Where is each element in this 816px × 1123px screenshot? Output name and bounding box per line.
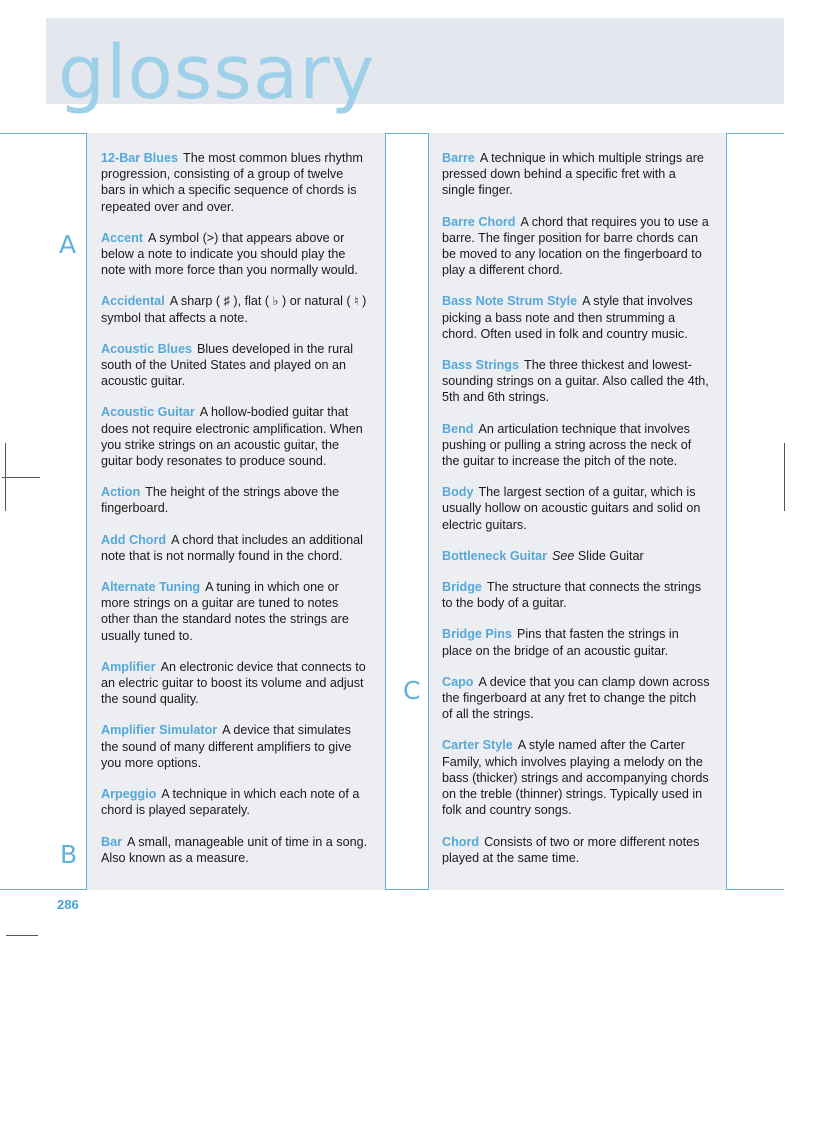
glossary-definition: A device that simulates the sound of many different amplifiers to give you more options. xyxy=(101,723,352,770)
glossary-term: Accent xyxy=(101,230,143,245)
section-letter-a: A xyxy=(59,230,77,259)
glossary-definition: A chord that includes an additional note that is not normally found in the chord. xyxy=(101,532,363,563)
section-letter-b: B xyxy=(60,840,78,869)
glossary-definition: A style that involves picking a bass note and then strumming a chord. Often used in folk and country music. xyxy=(442,294,693,341)
glossary-entry xyxy=(101,150,369,215)
glossary-definition: A technique in which multiple strings are pressed down behind a specific fret with a single finger. xyxy=(442,151,704,198)
glossary-definition: A device that you can clamp down across the fingerboard at any fret to change the pitch of all the strings. xyxy=(442,674,710,722)
glossary-definition: An electronic device that connects to an electric guitar to boost its volume and adjust the sound quality. xyxy=(101,659,366,707)
glossary-term: Bass Note Strum Style xyxy=(442,294,578,309)
see-reference-label: See xyxy=(551,548,575,563)
glossary-entry xyxy=(442,150,710,199)
glossary-definition: Consists of two or more different notes played at the same time. xyxy=(442,834,700,865)
glossary-entry xyxy=(442,214,710,279)
glossary-entry xyxy=(101,230,369,279)
glossary-column-right xyxy=(442,150,710,881)
glossary-definition: A technique in which each note of a chord is played separately. xyxy=(101,787,360,818)
section-letter-c: C xyxy=(403,676,421,705)
crop-mark xyxy=(2,477,40,478)
glossary-term: Bridge xyxy=(442,580,482,595)
page-title: glossary xyxy=(58,30,376,116)
glossary-entry xyxy=(442,357,710,406)
glossary-definition: A symbol (>) that appears above or below a note to indicate you should play the note with more force than you normally would. xyxy=(101,230,358,278)
glossary-definition: The three thickest and lowest-sounding strings on a guitar. Also called the 4th, 5th and 6th strings. xyxy=(442,358,709,405)
glossary-definition: Pins that fasten the strings in place on the bridge of an acoustic guitar. xyxy=(442,627,679,658)
glossary-term: Amplifier xyxy=(101,659,156,674)
glossary-entry xyxy=(442,548,710,564)
glossary-term: Accidental xyxy=(101,294,165,309)
glossary-column-left xyxy=(101,150,369,881)
glossary-definition: The largest section of a guitar, which is usually hollow on acoustic guitars and solid on electric guitars. xyxy=(442,485,701,532)
glossary-term: Bridge Pins xyxy=(442,627,512,642)
glossary-definition: A chord that requires you to use a barre. The finger position for barre chords can be moved to any location on the fingerboard to play a different chord. xyxy=(442,214,709,278)
glossary-definition: Blues developed in the rural south of the United States and played on an acoustic guitar. xyxy=(101,341,354,389)
glossary-entry xyxy=(442,421,710,470)
glossary-term: 12-Bar Blues xyxy=(101,151,178,165)
glossary-term: Capo xyxy=(442,674,474,689)
glossary-entry xyxy=(442,293,710,342)
glossary-entry xyxy=(101,341,369,390)
glossary-term: Alternate Tuning xyxy=(101,580,201,595)
glossary-entry xyxy=(101,532,369,564)
glossary-entry xyxy=(442,626,710,658)
glossary-term: Arpeggio xyxy=(101,787,157,802)
glossary-term: Acoustic Blues xyxy=(101,341,192,356)
glossary-definition: A style named after the Carter Family, which involves playing a melody on the bass (thicker) strings and accompanying chords on the treble (thinner) strings. Typically used in folk and country songs. xyxy=(442,738,709,818)
glossary-entry xyxy=(442,834,710,866)
column-divider xyxy=(428,133,429,890)
crop-mark xyxy=(784,443,785,511)
glossary-term: Action xyxy=(101,485,141,500)
glossary-term: Bass Strings xyxy=(442,358,519,373)
glossary-entry xyxy=(101,579,369,644)
glossary-term: Carter Style xyxy=(442,738,513,753)
glossary-term: Bend xyxy=(442,421,474,436)
glossary-definition: An articulation technique that involves pushing or pulling a string across the neck of the guitar to increase the pitch of the note. xyxy=(442,421,692,469)
glossary-entry xyxy=(101,722,369,771)
glossary-term: Body xyxy=(442,485,474,500)
glossary-term: Add Chord xyxy=(101,532,167,547)
glossary-term: Chord xyxy=(442,834,480,849)
glossary-term: Bar xyxy=(101,834,122,849)
glossary-entry xyxy=(101,484,369,516)
column-divider xyxy=(726,133,727,890)
glossary-term: Bottleneck Guitar xyxy=(442,548,547,563)
crop-mark xyxy=(6,935,38,936)
glossary-term: Acoustic Guitar xyxy=(101,405,195,420)
glossary-term: Amplifier Simulator xyxy=(101,723,218,738)
glossary-entry xyxy=(442,737,710,818)
glossary-definition: The most common blues rhythm progression, consisting of a group of twelve bars in which a specific sequence of chords is repeated over and over. xyxy=(101,151,363,214)
glossary-definition: Slide Guitar xyxy=(577,548,644,563)
column-divider xyxy=(385,133,386,890)
glossary-entry xyxy=(101,659,369,708)
glossary-entry xyxy=(442,484,710,533)
glossary-entry xyxy=(101,834,369,866)
glossary-definition: The structure that connects the strings to the body of a guitar. xyxy=(442,580,702,611)
glossary-term: Barre Chord xyxy=(442,214,516,229)
glossary-entry xyxy=(442,579,710,611)
glossary-definition: A hollow-bodied guitar that does not require electronic amplification. When you strike strings on an acoustic guitar, the guitar body resonates to produce sound. xyxy=(101,405,363,469)
page-number: 286 xyxy=(57,897,79,912)
glossary-entry xyxy=(442,674,710,723)
glossary-entry xyxy=(101,293,369,325)
glossary-entry xyxy=(101,786,369,818)
glossary-term: Barre xyxy=(442,151,475,165)
glossary-definition: A tuning in which one or more strings on a guitar are tuned to notes other than the standard notes the strings are usually tuned to. xyxy=(101,580,349,643)
glossary-definition: A sharp ( ♯ ), flat ( ♭ ) or natural ( ♮ ) symbol that affects a note. xyxy=(101,294,367,325)
glossary-entry xyxy=(101,404,369,469)
glossary-definition: A small, manageable unit of time in a song. Also known as a measure. xyxy=(101,834,368,865)
glossary-definition: The height of the strings above the fingerboard. xyxy=(101,485,340,516)
column-divider xyxy=(86,133,87,890)
